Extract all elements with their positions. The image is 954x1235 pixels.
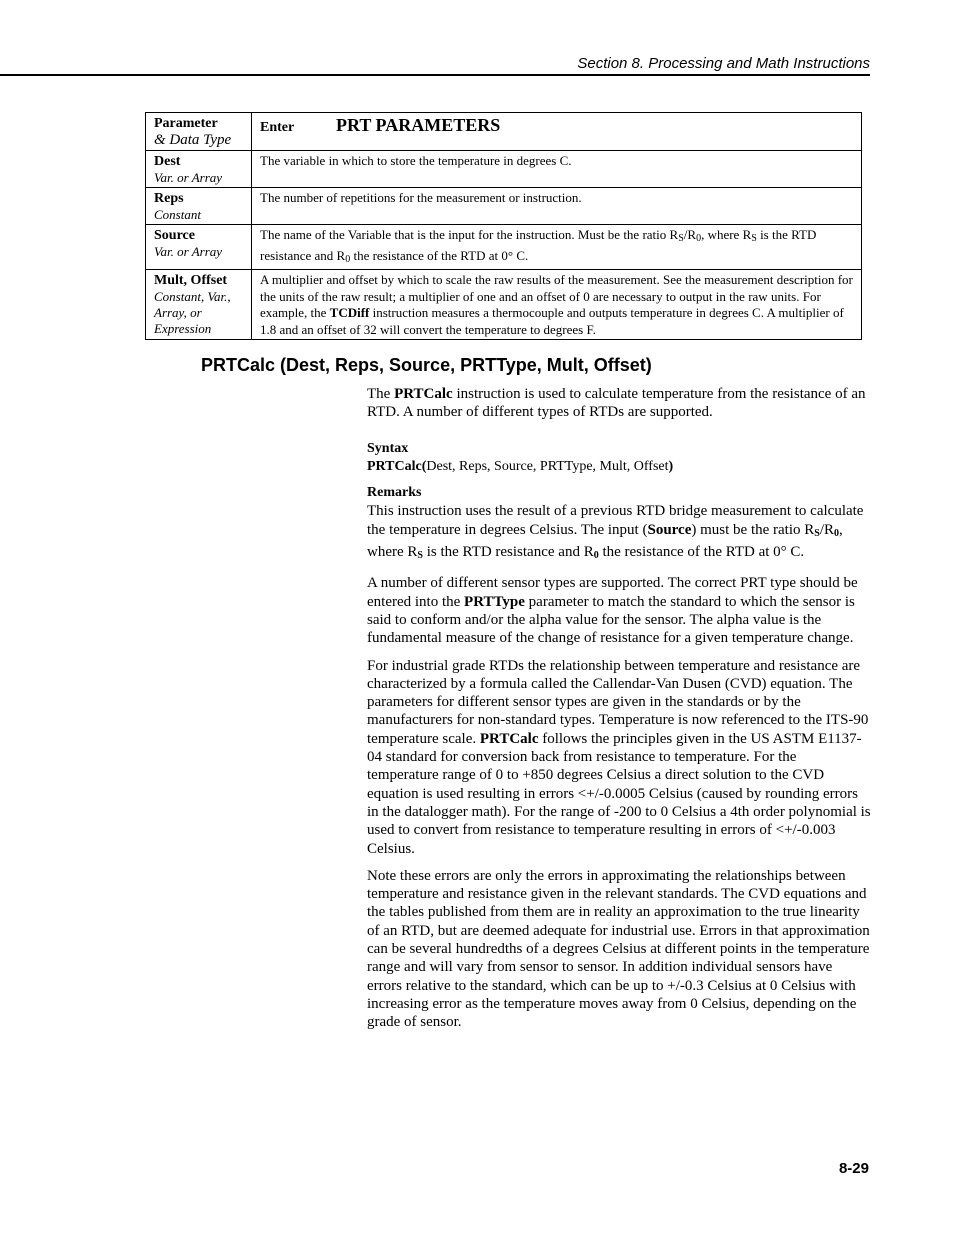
param-description: A multiplier and offset by which to scale the raw results of the measurement. See the measurement description for the units of the raw result; a multiplier of one and an offset of 0 are necessary to output in the raw units. For example, the TCDiff instruction measures a thermocouple and outputs temperature in degrees C. A multiplier of 1.8 and an offset of 32 will convert the temperature to degrees F. bbox=[252, 270, 862, 340]
param-name: Source bbox=[154, 228, 195, 243]
param-description: The number of repetitions for the measurement or instruction. bbox=[252, 188, 862, 225]
header-parameter-label: Parameter bbox=[154, 116, 218, 131]
param-type: Constant, Var., Array, or Expression bbox=[154, 289, 231, 336]
remarks-paragraph: This instruction uses the result of a previous RTD bridge measurement to calculate the temperature in degrees Celsius. The input (Source) must be the ratio $R_S/R_0$, where $R_S$ is the RTD resistance and $R_0$ the resistance of the RTD at 0° C. bbox=[367, 503, 864, 562]
header-cell-title bbox=[252, 113, 862, 151]
page-number: 8-29 bbox=[838, 1160, 869, 1177]
table-row bbox=[146, 188, 862, 225]
header-datatype-label: & Data Type bbox=[154, 132, 232, 148]
body-text bbox=[367, 385, 871, 1041]
running-header: Section 8. Processing and Math Instructions bbox=[577, 55, 870, 72]
table-header-row bbox=[146, 113, 862, 151]
table-row bbox=[146, 225, 862, 270]
parameter-table bbox=[145, 112, 862, 340]
syntax-label: Syntax bbox=[367, 440, 409, 456]
param-description: The name of the Variable that is the input for the instruction. Must be the ratio $R_S/R_0$, where $R_S$ is the RTD resistance and $R_0$ the resistance of the RTD at 0° C. bbox=[252, 225, 862, 270]
header-enter-label: Enter bbox=[260, 120, 295, 135]
table-title: PRT PARAMETERS bbox=[336, 115, 501, 135]
param-type: Constant bbox=[154, 207, 201, 222]
remarks-paragraph: For industrial grade RTDs the relationship between temperature and resistance are characterized by a formula called the Callendar-Van Dusen (CVD) equation. The parameters for different sensor types are given in the standards or by the manufacturers for non-standard types. Temperature is now referenced to the ITS-90 temperature scale. PRTCalc follows the principles given in the US ASTM E1137-04 standard for conversion back from resistance to temperature. For the temperature range of 0 to +850 degrees Celsius a direct solution to the CVD equation is used resulting in errors <+/-0.0005 Celsius (caused by rounding errors in the datalogger math). For the range of -200 to 0 Celsius a 4th order polynomial is used to convert from resistance to temperature resulting in errors of <+/-0.003 Celsius. bbox=[367, 657, 871, 857]
param-name: Dest bbox=[154, 154, 181, 169]
param-description: The variable in which to store the temperature in degrees C. bbox=[252, 151, 862, 188]
remarks-label: Remarks bbox=[367, 485, 422, 501]
param-name: Reps bbox=[154, 191, 184, 206]
header-rule bbox=[0, 74, 870, 76]
syntax-line: PRTCalc(Dest, Reps, Source, PRTType, Mult, Offset) bbox=[367, 458, 674, 474]
param-type: Var. or Array bbox=[154, 170, 223, 185]
param-name: Mult, Offset bbox=[154, 273, 228, 288]
table-row bbox=[146, 270, 862, 340]
header-cell-parameter bbox=[146, 113, 252, 151]
remarks-paragraph: A number of different sensor types are supported. The correct PRT type should be entered into the PRTType parameter to match the standard to which the sensor is said to conform and/or the alpha value for the sensor. The alpha value is the fundamental measure of the change of resistance for a given temperature change. bbox=[367, 575, 858, 647]
param-type: Var. or Array bbox=[154, 244, 223, 259]
table-row bbox=[146, 151, 862, 188]
intro-paragraph: The PRTCalc instruction is used to calculate temperature from the resistance of an RTD. A number of different types of RTDs are supported. bbox=[367, 386, 866, 421]
remarks-paragraph: Note these errors are only the errors in approximating the relationships between temperature and resistance given in the relevant standards. The CVD equations and the tables published from them are in reality an approximation to the true linearity of an RTD, but are deemed adequate for industrial use. Errors in that approximation can be several hundredths of a degrees Celsius at different points in the temperature range and will vary from sensor to sensor. In addition individual sensors have errors relative to the standard, which can be up to +/-0.3 Celsius at 0 Celsius with increasing error as the temperature moves away from 0 Celsius, depending on the grade of sensor. bbox=[367, 867, 870, 1031]
function-heading: PRTCalc (Dest, Reps, Source, PRTType, Mult, Offset) bbox=[201, 355, 652, 375]
